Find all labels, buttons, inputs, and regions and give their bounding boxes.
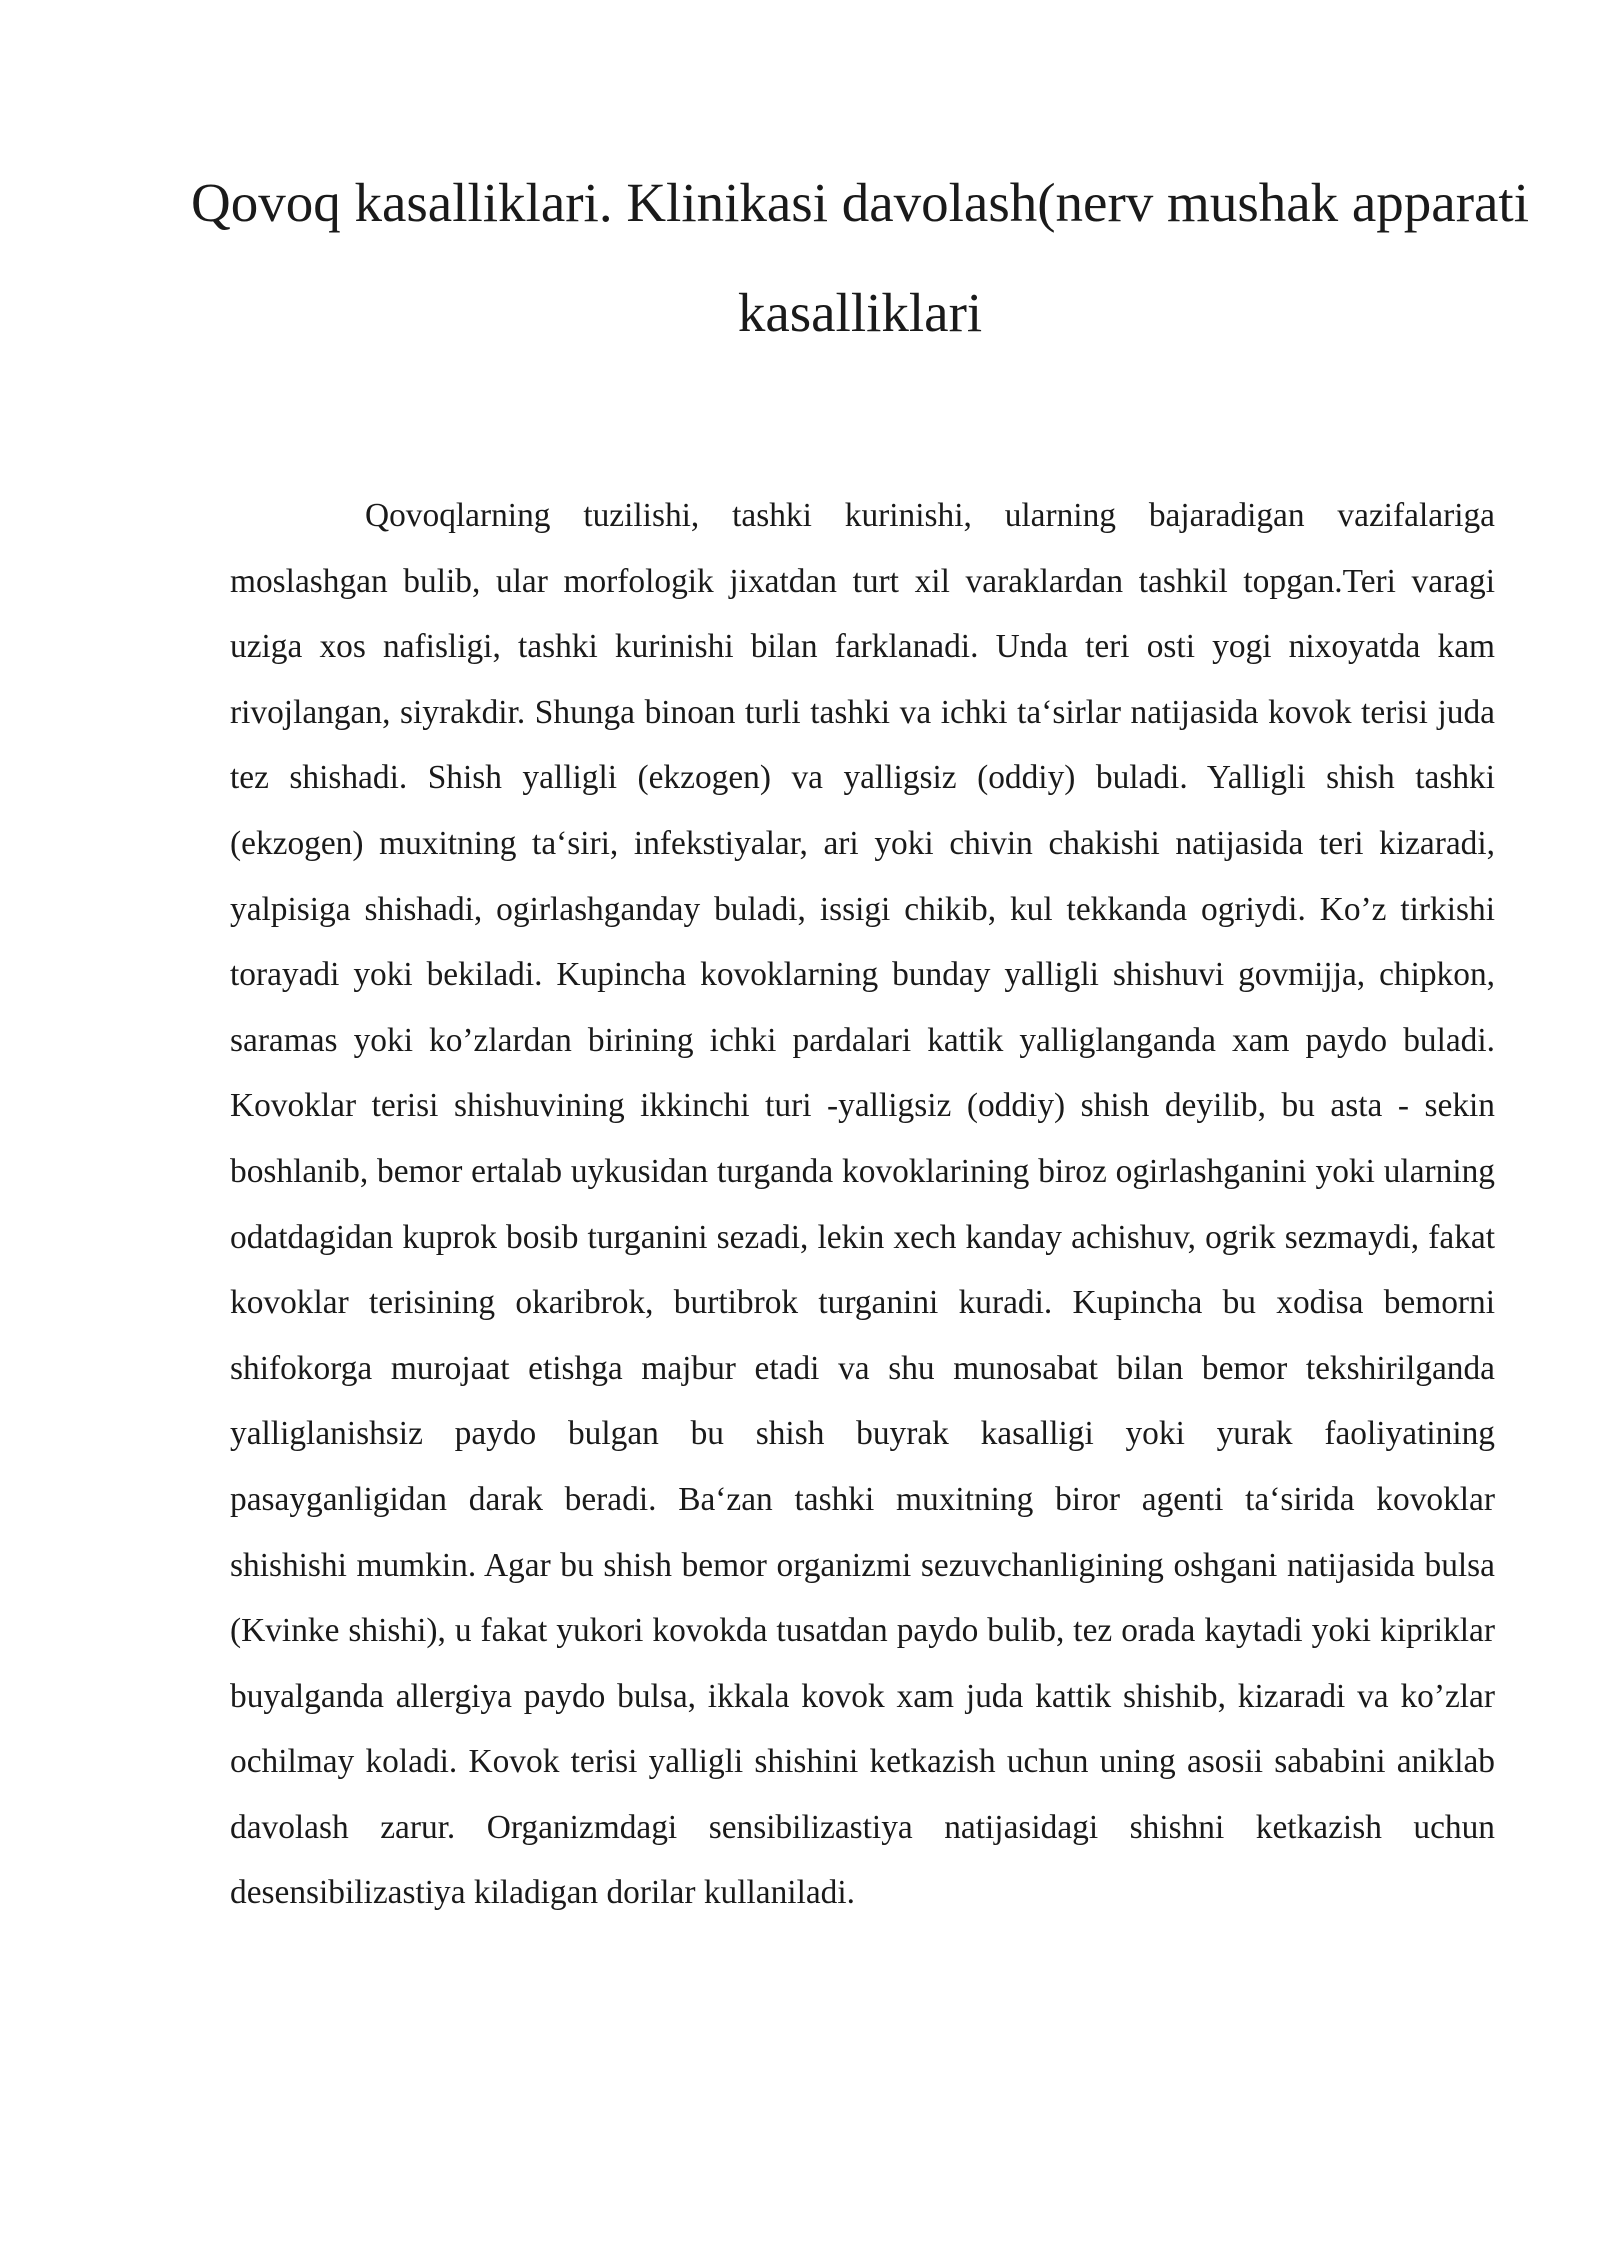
- document-title: Qovoq kasalliklari. Klinikasi davolash(nerv mushak apparati kasalliklari: [191, 172, 1529, 343]
- body-paragraph: Qovoqlarning tuzilishi, tashki kurinishi, ularning bajaradigan vazifalariga moslashgan bulib, ular morfologik jixatdan turt xil varaklardan tashkil topgan.Teri varagi uziga xos nafisligi, tashki kurinishi bilan farklanadi. Unda teri osti yogi nixoyatda kam rivojlangan, siyrakdir. Shunga binoan turli tashki va ichki ta‘sirlar natijasida kovok terisi juda tez shishadi. Shish yalligli (ekzogen) va yalligsiz (oddiy) buladi. Yalligli shish tashki (ekzogen) muxitning ta‘siri, infekstiyalar, ari yoki chivin chakishi natijasida teri kizaradi, yalpisiga shishadi, ogirlashganday buladi, issigi chikib, kul tekkanda ogriydi. Ko’z tirkishi torayadi yoki bekiladi. Kupincha kovoklarning bunday yalligli shishuvi govmijja, chipkon, saramas yoki ko’zlardan birining ichki pardalari kattik yalliglanganda xam paydo buladi. Kovoklar terisi shishuvining ikkinchi turi -yalligsiz (oddiy) shish deyilib, bu asta - sekin boshlanib, bemor ertalab uykusidan turganda kovoklarining biroz ogirlashganini yoki ularning odatdagidan kuprok bosib turganini sezadi, lekin xech kanday achishuv, ogrik sezmaydi, fakat kovoklar terisining okaribrok, burtibrok turganini kuradi. Kupincha bu xodisa bemorni shifokorga murojaat etishga majbur etadi va shu munosabat bilan bemor tekshirilganda yalliglanishsiz paydo bulgan bu shish buyrak kasalligi yoki yurak faoliyatining pasayganligidan darak beradi. Ba‘zan tashki muxitning biror agenti ta‘sirida kovoklar shishishi mumkin. Agar bu shish bemor organizmi sezuvchanligining oshgani natijasida bulsa (Kvinke shishi), u fakat yukori kovokda tusatdan paydo bulib, tez orada kaytadi yoki kipriklar buyalganda allergiya paydo bulsa, ikkala kovok xam juda kattik shishib, kizaradi va ko’zlar ochilmay koladi. Kovok terisi yalligli shishini ketkazish uchun uning asosii sababini aniklab davolash zarur. Organizmdagi sensibilizastiya natijasidagi shishni ketkazish uchun desensibilizastiya kiladigan dorilar kullaniladi.: [230, 497, 1495, 1912]
